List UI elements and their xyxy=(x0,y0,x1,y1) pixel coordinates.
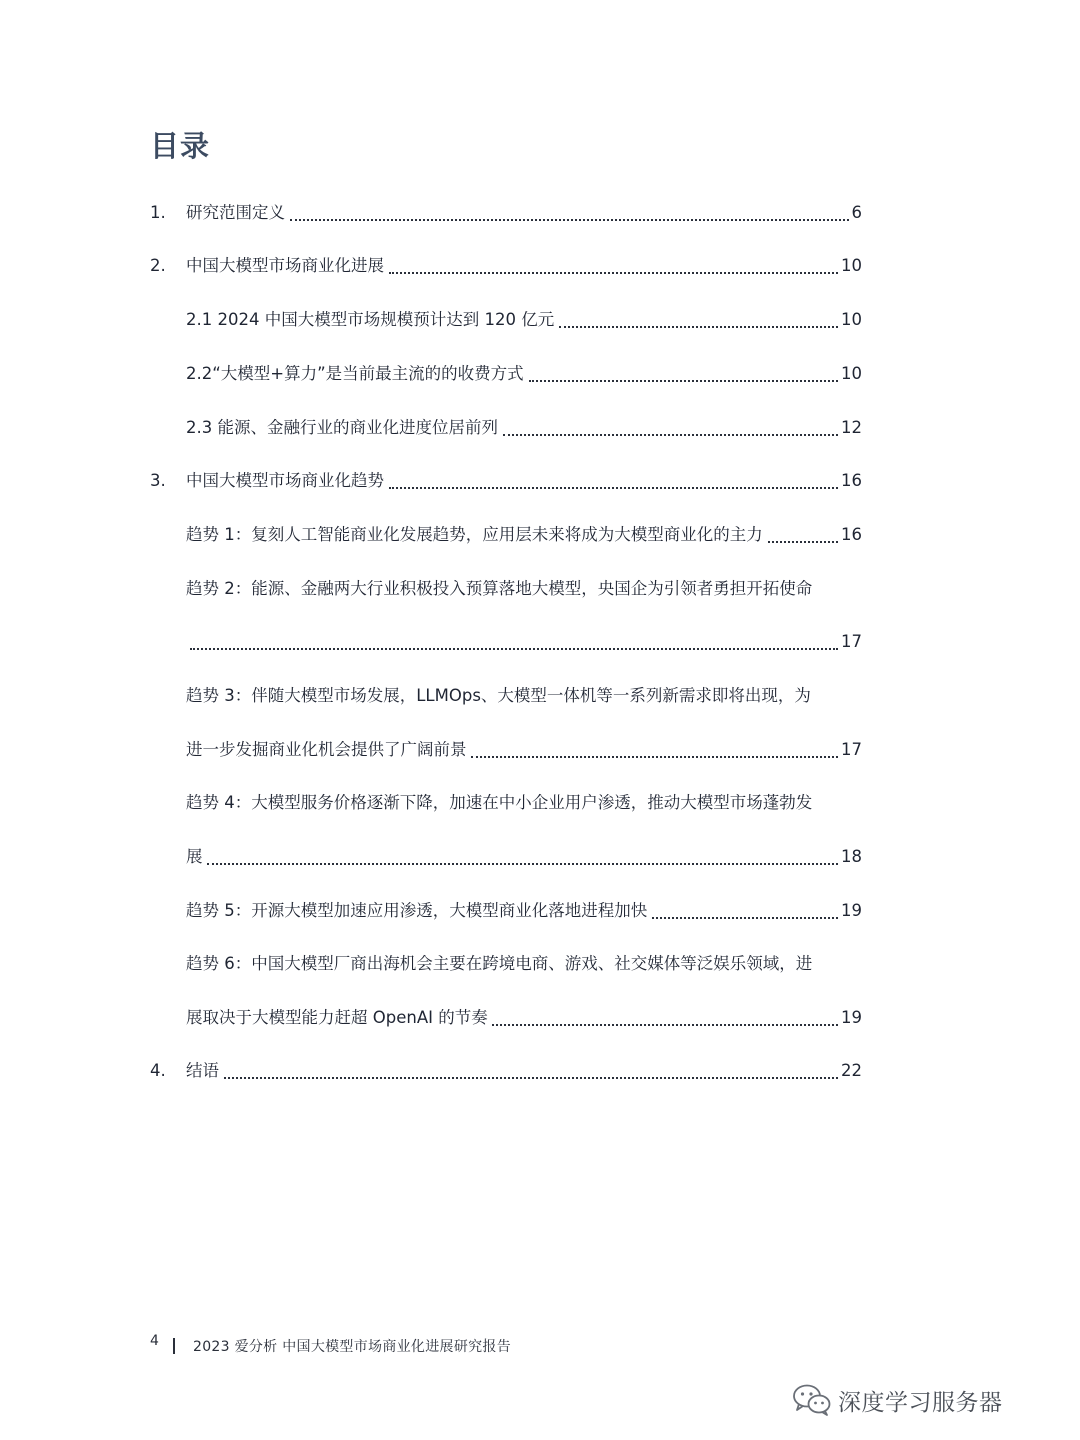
toc-entry[interactable] xyxy=(186,307,862,333)
toc-entry-text: 展 xyxy=(186,847,203,866)
toc-entry-text: 中国大模型市场商业化趋势 xyxy=(186,471,384,490)
toc-page-number: 12 xyxy=(841,418,862,437)
leader-dots xyxy=(207,861,839,865)
page-title: 目录 xyxy=(150,129,211,163)
toc-entry-line1[interactable] xyxy=(186,683,862,709)
toc-page-number: 22 xyxy=(841,1061,862,1080)
toc-entry-text: 2.2“大模型+算力”是当前最主流的的收费方式 xyxy=(186,364,524,383)
toc-page-number: 18 xyxy=(841,847,862,866)
toc-page-number: 10 xyxy=(841,364,862,383)
toc-entry-text: 趋势 1：复刻人工智能商业化发展趋势，应用层未来将成为大模型商业化的主力 xyxy=(186,525,763,544)
leader-dots xyxy=(503,432,838,436)
toc-entry-text: 趋势 4：大模型服务价格逐渐下降，加速在中小企业用户渗透，推动大模型市场蓬勃发 xyxy=(186,793,813,812)
toc-page-number: 17 xyxy=(841,632,862,651)
toc-entry-text: 中国大模型市场商业化进展 xyxy=(186,256,384,275)
toc-page-number: 6 xyxy=(851,203,862,222)
footer-page-number: 4 xyxy=(150,1333,159,1349)
leader-dots xyxy=(492,1022,838,1026)
toc-page-number: 10 xyxy=(841,256,862,275)
toc-entry[interactable] xyxy=(186,361,862,387)
toc-entry-line2[interactable] xyxy=(186,629,862,655)
toc-page-number: 16 xyxy=(841,471,862,490)
toc-entry-text: 趋势 5：开源大模型加速应用渗透，大模型商业化落地进程加快 xyxy=(186,901,648,920)
leader-dots xyxy=(190,646,838,650)
toc-entry-line1[interactable] xyxy=(186,576,862,602)
toc-entry-text: 研究范围定义 xyxy=(186,203,285,222)
leader-dots xyxy=(224,1075,838,1079)
toc-page-number: 10 xyxy=(841,310,862,329)
toc-entry-text: 趋势 6：中国大模型厂商出海机会主要在跨境电商、游戏、社交媒体等泛娱乐领域，进 xyxy=(186,954,813,973)
toc-page-number: 19 xyxy=(841,901,862,920)
toc-entry-text: 趋势 3：伴随大模型市场发展，LLMOps、大模型一体机等一系列新需求即将出现，为 xyxy=(186,686,811,705)
toc-entry-line2[interactable] xyxy=(186,1005,862,1031)
toc-entry-text: 趋势 2：能源、金融两大行业积极投入预算落地大模型，央国企为引领者勇担开拓使命 xyxy=(186,579,813,598)
leader-dots xyxy=(559,324,838,328)
toc-number: 3. xyxy=(150,471,166,490)
toc-page-number: 17 xyxy=(841,740,862,759)
toc-entry[interactable] xyxy=(186,522,862,548)
toc-entry[interactable] xyxy=(186,415,862,441)
leader-dots xyxy=(471,754,839,758)
toc-entry-line2[interactable] xyxy=(186,844,862,870)
toc-number: 2. xyxy=(150,256,166,275)
toc-entry-text: 结语 xyxy=(186,1061,219,1080)
toc-page-number: 19 xyxy=(841,1008,862,1027)
toc-page-number: 16 xyxy=(841,525,862,544)
leader-dots xyxy=(389,270,838,274)
leader-dots xyxy=(290,217,849,221)
toc-entry[interactable] xyxy=(186,898,862,924)
toc-entry-line1[interactable] xyxy=(186,790,862,816)
footer-title: 2023 爱分析 中国大模型市场商业化进展研究报告 xyxy=(193,1339,512,1355)
leader-dots xyxy=(389,485,838,489)
toc-number: 1. xyxy=(150,203,166,222)
toc-entry[interactable] xyxy=(186,1058,862,1084)
leader-dots xyxy=(768,539,838,543)
toc-entry-line2[interactable] xyxy=(186,737,862,763)
toc-entry[interactable] xyxy=(186,468,862,494)
wechat-icon xyxy=(792,1383,832,1417)
toc-number: 4. xyxy=(150,1061,166,1080)
toc-entry[interactable] xyxy=(186,253,862,279)
toc-entry-line1[interactable] xyxy=(186,951,862,977)
leader-dots xyxy=(652,915,838,919)
toc-entry-text: 展取决于大模型能力赶超 OpenAI 的节奏 xyxy=(186,1008,488,1027)
toc-entry-text: 2.1 2024 中国大模型市场规模预计达到 120 亿元 xyxy=(186,310,555,329)
toc-entry-text: 2.3 能源、金融行业的商业化进度位居前列 xyxy=(186,418,498,437)
toc-entry-text: 进一步发掘商业化机会提供了广阔前景 xyxy=(186,740,467,759)
toc-entry[interactable] xyxy=(186,200,862,226)
leader-dots xyxy=(529,378,838,382)
watermark xyxy=(792,1380,1003,1420)
footer-divider xyxy=(173,1338,175,1354)
watermark-text: 深度学习服务器 xyxy=(838,1389,1003,1416)
